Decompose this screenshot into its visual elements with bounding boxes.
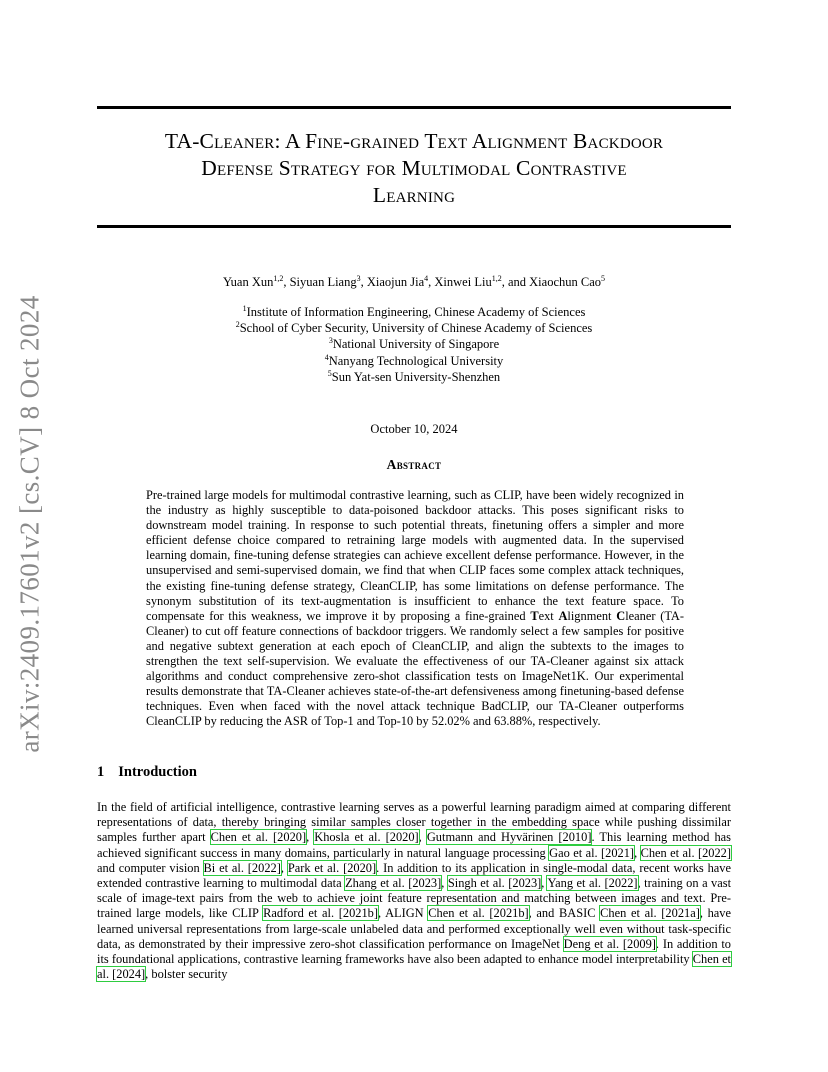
citation-link[interactable]: Radford et al. [2021b] [263, 906, 378, 921]
affiliation: $^1$Institute of Information Engineering, Chinese Academy of Sciences [242, 303, 586, 319]
author-name: Xiaojun Jia [366, 275, 425, 289]
author-affil: 1,2 [491, 273, 502, 283]
citation-link[interactable]: Chen et al. [2021b] [428, 906, 529, 921]
citation-link[interactable]: Park et al. [2020] [287, 860, 377, 875]
author-name: Xiaochun Cao [529, 275, 601, 289]
author-name: Xinwei Liu [434, 275, 492, 289]
citation-link[interactable]: Yang et al. [2022] [547, 876, 638, 891]
affiliation: $^4$Nanyang Technological University [324, 352, 504, 368]
author-list: Yuan Xun$^{1,2}$, Siyuan Liang$^3$, Xiaojun Jia$^4$, Xinwei Liu$^{1,2}$, and Xiaochun Cao$^5$ [223, 273, 605, 289]
paper-title [97, 128, 731, 209]
title-line-2: Defense Strategy for Multimodal Contrastive [201, 156, 627, 180]
citation-link[interactable]: Singh et al. [2023] [447, 876, 542, 891]
author-affil: 1,2 [273, 273, 284, 283]
citation-link[interactable]: Chen et al. [2022] [640, 845, 731, 860]
arxiv-stamp [10, 296, 50, 752]
paper-date: October 10, 2024 [370, 422, 458, 436]
affiliation: $^5$Sun Yat-sen University-Shenzhen [327, 368, 501, 384]
section-title: Introduction [118, 764, 197, 780]
author-name: Yuan Xun [223, 275, 274, 289]
affiliation: $^2$School of Cyber Security, University of Chinese Academy of Sciences [235, 320, 593, 336]
citation-link[interactable]: Chen et al. [2021a] [600, 906, 700, 921]
author-name: Siyuan Liang [289, 275, 357, 289]
section-number: 1 [97, 764, 105, 780]
abstract-body: Pre-trained large models for multimodal contrastive learning, such as CLIP, have been widely recognized in the industry as highly susceptible to data-poisoned backdoor attacks. This poses significant risks to downstream model training. In response to such potential threats, finetuning offers a simpler and more efficient defense choice compared to retraining large models with augmented data. In the supervised learning domain, fine-tuning defense strategies can achieve excellent defense performance. However, in the unsupervised and semi-supervised domain, we find that when CLIP faces some complex attack techniques, the existing fine-tuning defense strategy, CleanCLIP, has some limitations on defense performance. The synonym substitution of its text-augmentation is insufficient to enhance the text feature space. To compensate for this weakness, we improve it by proposing a fine-grained Text Alignment Cleaner (TA-Cleaner) to cut off feature connections of backdoor triggers. We randomly select a few samples for positive and negative subtext generation at each epoch of CleanCLIP, and align the subtexts to the images to strengthen the text self-supervision. We evaluate the effectiveness of our TA-Cleaner against six attack algorithms and conduct comprehensive zero-shot classification tests on ImageNet1K. Our experimental results demonstrate that TA-Cleaner achieves state-of-the-art defensiveness among finetuning-based defense techniques. Even when faced with the novel attack technique BadCLIP, our TA-Cleaner outperforms CleanCLIP by reducing the ASR of Top-1 and Top-10 by 52.02% and 63.88%, respectively. [146, 488, 684, 729]
abstract-heading: Abstract [386, 457, 442, 472]
citation-link[interactable]: Khosla et al. [2020] [314, 830, 419, 845]
citation-link[interactable]: Chen et al. [2024] [97, 952, 732, 982]
author-affil: 3 [356, 273, 361, 283]
introduction-body: In the field of artificial intelligence, contrastive learning serves as a powerful learning paradigm aimed at comparing different representations of data, thereby bringing similar samples closer together in the embedding space while pushing dissimilar samples further apart Chen et al. [2020], Khosla et al. [2020], Gutmann and Hyvärinen [2010]. This learning method has achieved significant success in many domains, particularly in natural language processing Gao et al. [2021], Chen et al. [2022] and computer vision Bi et al. [2022], Park et al. [2020]. In addition to its application in single-modal data, recent works have extended contrastive learning to multimodal data Zhang et al. [2023], Singh et al. [2023], Yang et al. [2022], training on a vast scale of image-text pairs from the web to achieve joint feature representation and matching between images and text. Pre-trained large models, like CLIP Radford et al. [2021b], ALIGN Chen et al. [2021b], and BASIC Chen et al. [2021a], have learned universal representations from large-scale unlabeled data and performed exceptionally well even without task-specific data, as demonstrated by their impressive zero-shot classification performance on ImageNet Deng et al. [2009]. In addition to its foundational applications, contrastive learning frameworks have also been adapted to enhance model interpretability Chen et al. [2024], bolster security [97, 800, 732, 982]
citation-link[interactable]: Gao et al. [2021] [549, 845, 635, 860]
title-rule-top [97, 106, 731, 109]
citation-link[interactable]: Bi et al. [2022] [203, 860, 281, 875]
citation-link[interactable]: Gutmann and Hyvärinen [2010] [426, 830, 592, 845]
citation-link[interactable]: Chen et al. [2020] [210, 830, 307, 845]
section-heading-introduction [97, 764, 197, 781]
affiliation-list [97, 304, 731, 385]
affiliation: $^3$National University of Singapore [328, 336, 500, 352]
title-line-3: Learning [372, 183, 456, 207]
citation-link[interactable]: Deng et al. [2009] [563, 936, 656, 951]
title-rule-bottom [97, 225, 731, 228]
author-affil: 4 [424, 273, 429, 283]
author-affil: 5 [601, 273, 605, 283]
arxiv-stamp-text: arXiv:2409.17601v2 [cs.CV] 8 Oct 2024 [14, 295, 45, 753]
title-line-1: TA-Cleaner: A Fine-grained Text Alignment Backdoor [164, 129, 664, 153]
citation-link[interactable]: Zhang et al. [2023] [345, 876, 442, 891]
